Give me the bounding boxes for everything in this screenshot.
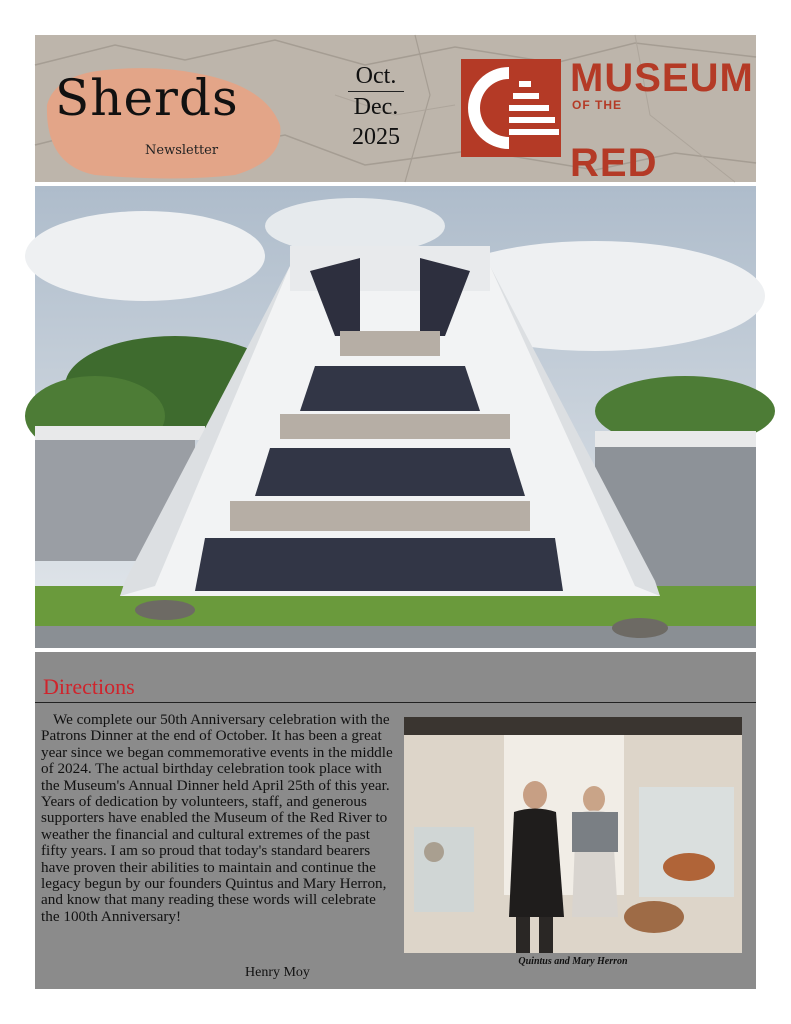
date-month-end: Dec. bbox=[353, 94, 399, 120]
heading-rule bbox=[35, 702, 756, 703]
issue-date bbox=[340, 61, 412, 152]
founders-photo bbox=[404, 717, 742, 953]
photo-caption: Quintus and Mary Herron bbox=[518, 956, 628, 967]
museum-of-the: OF THE bbox=[572, 98, 622, 112]
museum-logo-icon bbox=[461, 59, 561, 157]
article-panel bbox=[35, 652, 756, 989]
newsletter-subtitle: Newsletter bbox=[145, 143, 219, 158]
newsletter-header bbox=[35, 35, 756, 185]
museum-word: MUSEUM bbox=[570, 56, 754, 100]
article-body: We complete our 50th Anniversary celebration with the Patrons Dinner at the end of October. It has been a great year since we began commemorative events in the middle of 2024. The actual birthday celebration took place with the Museum's Annual Dinner held April 25th of this year. Years of dedication by volunteers, staff, and generous supporters have enabled the Museum of the Red River to weather the financial and cultural extremes of the past fifty years. I am so proud that today's standard bearers have proven their abilities to maintain and continue the legacy begun by our founders Quintus and Mary Herron, and know that many reading these words will celebrate the 100th Anniversary! bbox=[41, 711, 393, 925]
museum-red-river: RED bbox=[570, 141, 658, 185]
newsletter-title: Sherds bbox=[55, 69, 239, 127]
date-month-start: Oct. bbox=[355, 63, 397, 89]
article-signature: Henry Moy bbox=[245, 965, 310, 980]
museum-building-photo bbox=[35, 186, 756, 648]
article-heading: Directions bbox=[43, 674, 135, 699]
date-year: 2025 bbox=[352, 124, 400, 150]
